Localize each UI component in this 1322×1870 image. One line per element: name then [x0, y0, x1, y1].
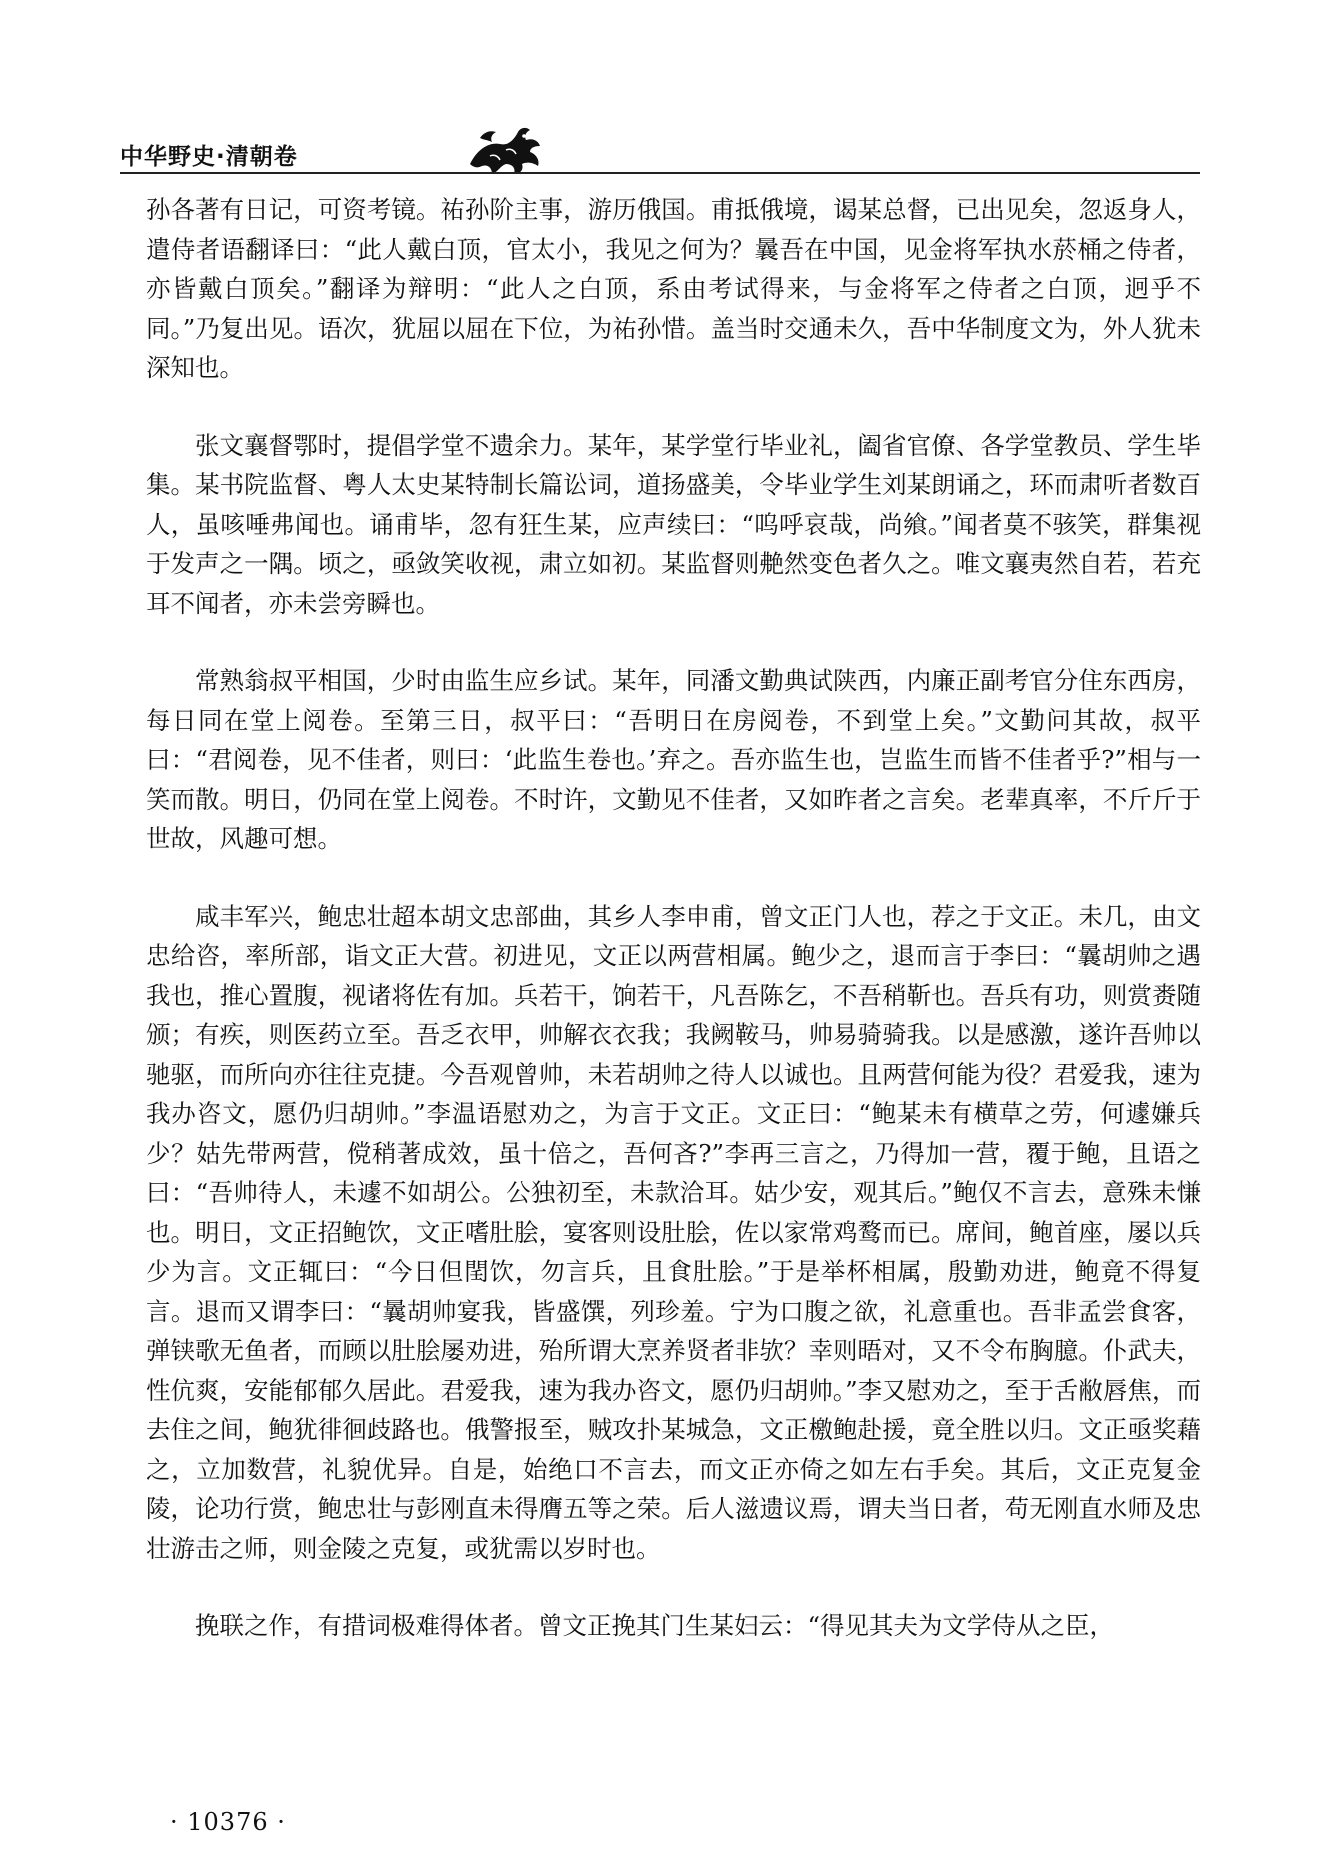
paragraph-spacer	[146, 388, 1201, 426]
paragraph-spacer	[146, 859, 1201, 897]
paragraph-spacer	[146, 623, 1201, 661]
paragraph: 孙各著有日记，可资考镜。祐孙阶主事，游历俄国。甫抵俄境，谒某总督，已出见矣，忽返身人，遣侍者语翻译曰：“此人戴白顶，官太小，我见之何为？曩吾在中国，见金将军执水菸桶之侍者，亦皆戴白顶矣。”翻译为辩明：“此人之白顶，系由考试得来，与金将军之侍者之白顶，迥乎不同。”乃复出见。语次，犹屈以屈在下位，为祐孙惜。盖当时交通未久，吾中华制度文为，外人犹未深知也。	[146, 195, 1201, 382]
paragraph: 张文襄督鄂时，提倡学堂不遗余力。某年，某学堂行毕业礼，阖省官僚、各学堂教员、学生毕集。某书院监督、粤人太史某特制长篇讼词，道扬盛美，令毕业学生刘某朗诵之，环而肃听者数百人，虽咳唾弗闻也。诵甫毕，忽有狂生某，应声续曰：“呜呼哀哉，尚飨。”闻者莫不骇笑，群集视于发声之一隅。顷之，亟敛笑收视，肃立如初。某监督则艴然变色者久之。唯文襄夷然自若，若充耳不闻者，亦未尝旁瞬也。	[146, 430, 1201, 618]
header-divider	[120, 172, 1200, 174]
body-text	[146, 190, 1201, 1646]
dragon-emblem-icon	[460, 118, 550, 178]
paragraph: 常熟翁叔平相国，少时由监生应乡试。某年，同潘文勤典试陕西，内廉正副考官分住东西房，每日同在堂上阅卷。至第三日，叔平曰：“吾明日在房阅卷，不到堂上矣。”文勤问其故，叔平曰：“君阅卷，见不佳者，则曰：‘此监生卷也。’弃之。吾亦监生也，岂监生而皆不佳者乎?”相与一笑而散。明日，仍同在堂上阅卷。不时许，文勤见不佳者，又如昨者之言矣。老辈真率，不斤斤于世故，风趣可想。	[146, 666, 1201, 853]
page-header	[120, 118, 1200, 178]
paragraph: 挽联之作，有措词极难得体者。曾文正挽其门生某妇云：“得见其夫为文学侍从之臣，	[195, 1611, 1115, 1640]
paragraph-spacer	[146, 1568, 1201, 1606]
page-number: · 10376 ·	[170, 1808, 286, 1836]
paragraph: 咸丰军兴，鲍忠壮超本胡文忠部曲，其乡人李申甫，曾文正门人也，荐之于文正。未几，由文忠给咨，率所部，诣文正大营。初进见，文正以两营相属。鲍少之，退而言于李曰：“曩胡帅之遇我也，推心置腹，视诸将佐有加。兵若干，饷若干，凡吾陈乞，不吾稍靳也。吾兵有功，则赏赉随颁；有疾，则医药立至。吾乏衣甲，帅解衣衣我；我阙鞍马，帅易骑骑我。以是感激，遂许吾帅以驰驱，而所向亦往往克捷。今吾观曾帅，未若胡帅之待人以诚也。且两营何能为役？君爱我，速为我办咨文，愿仍归胡帅。”李温语慰劝之，为言于文正。文正曰：“鲍某未有横草之劳，何遽嫌兵少？姑先带两营，傥稍著成效，虽十倍之，吾何吝?”李再三言之，乃得加一营，覆于鲍，且语之曰：“吾帅待人，未遽不如胡公。公独初至，未款洽耳。姑少安，观其后。”鲍仅不言去，意殊未慊也。明日，文正招鲍饮，文正嗜肚脍，宴客则设肚脍，佐以家常鸡鹜而已。席间，鲍首座，屡以兵少为言。文正辄曰：“今日但𨳝饮，勿言兵，且食肚脍。”于是举杯相属，殷勤劝进，鲍竟不得复言。退而又谓李曰：“曩胡帅宴我，皆盛馔，列珍羞。宁为口腹之欲，礼意重也。吾非孟尝食客，弹铗歌无鱼者，而顾以肚脍屡劝进，殆所谓大烹养贤者非欤？幸则晤对，又不令布胸臆。仆武夫，性伉爽，安能郁郁久居此。君爱我，速为我办咨文，愿仍归胡帅。”李又慰劝之，至于舌敝唇焦，而去住之间，鲍犹徘徊歧路也。俄警报至，贼攻扑某城急，文正檄鲍赴援，竟全胜以归。文正亟奖藉之，立加数营，礼貌优异。自是，始绝口不言去，而文正亦倚之如左右手矣。其后，文正克复金陵，论功行赏，鲍忠壮与彭刚直未得膺五等之荣。后人滋遗议焉，谓夫当日者，苟无刚直水师及忠壮游击之师，则金陵之克复，或犹需以岁时也。	[146, 901, 1201, 1563]
book-title: 中华野史·清朝卷	[120, 144, 298, 170]
